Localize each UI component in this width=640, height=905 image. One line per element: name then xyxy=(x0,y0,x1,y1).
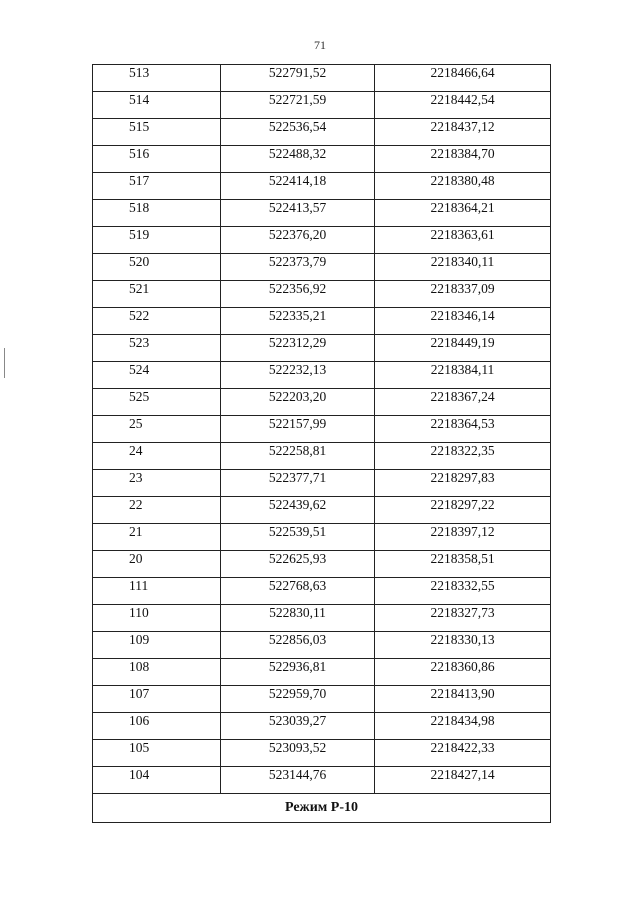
point-number-cell: 513 xyxy=(93,65,221,92)
x-coordinate-cell: 522791,52 xyxy=(221,65,375,92)
table-row xyxy=(93,362,551,389)
y-coordinate-cell: 2218360,86 xyxy=(375,659,551,686)
x-coordinate-cell: 522203,20 xyxy=(221,389,375,416)
table-row xyxy=(93,470,551,497)
y-coordinate-cell: 2218413,90 xyxy=(375,686,551,713)
y-coordinate-cell: 2218337,09 xyxy=(375,281,551,308)
point-number-cell: 108 xyxy=(93,659,221,686)
table-row xyxy=(93,92,551,119)
y-coordinate-cell: 2218367,24 xyxy=(375,389,551,416)
y-coordinate-cell: 2218442,54 xyxy=(375,92,551,119)
x-coordinate-cell: 522377,71 xyxy=(221,470,375,497)
x-coordinate-cell: 522625,93 xyxy=(221,551,375,578)
x-coordinate-cell: 522856,03 xyxy=(221,632,375,659)
table-row xyxy=(93,254,551,281)
point-number-cell: 525 xyxy=(93,389,221,416)
point-number-cell: 20 xyxy=(93,551,221,578)
table-row xyxy=(93,227,551,254)
y-coordinate-cell: 2218384,11 xyxy=(375,362,551,389)
table-row xyxy=(93,659,551,686)
table-row xyxy=(93,767,551,794)
point-number-cell: 25 xyxy=(93,416,221,443)
table-row xyxy=(93,686,551,713)
x-coordinate-cell: 522439,62 xyxy=(221,497,375,524)
x-coordinate-cell: 522768,63 xyxy=(221,578,375,605)
table-row xyxy=(93,713,551,740)
point-number-cell: 522 xyxy=(93,308,221,335)
regime-label: Режим Р-10 xyxy=(93,794,551,823)
table-row xyxy=(93,578,551,605)
x-coordinate-cell: 522312,29 xyxy=(221,335,375,362)
x-coordinate-cell: 522414,18 xyxy=(221,173,375,200)
y-coordinate-cell: 2218322,35 xyxy=(375,443,551,470)
table-row xyxy=(93,551,551,578)
point-number-cell: 111 xyxy=(93,578,221,605)
table-row xyxy=(93,740,551,767)
y-coordinate-cell: 2218297,22 xyxy=(375,497,551,524)
point-number-cell: 514 xyxy=(93,92,221,119)
point-number-cell: 517 xyxy=(93,173,221,200)
y-coordinate-cell: 2218340,11 xyxy=(375,254,551,281)
y-coordinate-cell: 2218384,70 xyxy=(375,146,551,173)
table-row xyxy=(93,308,551,335)
point-number-cell: 109 xyxy=(93,632,221,659)
y-coordinate-cell: 2218363,61 xyxy=(375,227,551,254)
y-coordinate-cell: 2218364,21 xyxy=(375,200,551,227)
point-number-cell: 23 xyxy=(93,470,221,497)
table-row xyxy=(93,335,551,362)
point-number-cell: 523 xyxy=(93,335,221,362)
x-coordinate-cell: 522488,32 xyxy=(221,146,375,173)
point-number-cell: 516 xyxy=(93,146,221,173)
table-row xyxy=(93,119,551,146)
x-coordinate-cell: 522376,20 xyxy=(221,227,375,254)
table-row xyxy=(93,524,551,551)
y-coordinate-cell: 2218397,12 xyxy=(375,524,551,551)
x-coordinate-cell: 522157,99 xyxy=(221,416,375,443)
y-coordinate-cell: 2218332,55 xyxy=(375,578,551,605)
x-coordinate-cell: 522539,51 xyxy=(221,524,375,551)
x-coordinate-cell: 522413,57 xyxy=(221,200,375,227)
x-coordinate-cell: 522830,11 xyxy=(221,605,375,632)
y-coordinate-cell: 2218330,13 xyxy=(375,632,551,659)
x-coordinate-cell: 522258,81 xyxy=(221,443,375,470)
y-coordinate-cell: 2218364,53 xyxy=(375,416,551,443)
y-coordinate-cell: 2218422,33 xyxy=(375,740,551,767)
point-number-cell: 24 xyxy=(93,443,221,470)
y-coordinate-cell: 2218380,48 xyxy=(375,173,551,200)
point-number-cell: 22 xyxy=(93,497,221,524)
point-number-cell: 524 xyxy=(93,362,221,389)
point-number-cell: 110 xyxy=(93,605,221,632)
y-coordinate-cell: 2218466,64 xyxy=(375,65,551,92)
x-coordinate-cell: 523144,76 xyxy=(221,767,375,794)
y-coordinate-cell: 2218449,19 xyxy=(375,335,551,362)
table-row xyxy=(93,389,551,416)
point-number-cell: 520 xyxy=(93,254,221,281)
y-coordinate-cell: 2218297,83 xyxy=(375,470,551,497)
y-coordinate-cell: 2218434,98 xyxy=(375,713,551,740)
x-coordinate-cell: 522335,21 xyxy=(221,308,375,335)
x-coordinate-cell: 522232,13 xyxy=(221,362,375,389)
x-coordinate-cell: 522959,70 xyxy=(221,686,375,713)
table-row xyxy=(93,416,551,443)
point-number-cell: 518 xyxy=(93,200,221,227)
y-coordinate-cell: 2218437,12 xyxy=(375,119,551,146)
table-footer-row xyxy=(93,794,551,823)
point-number-cell: 521 xyxy=(93,281,221,308)
x-coordinate-cell: 523093,52 xyxy=(221,740,375,767)
y-coordinate-cell: 2218358,51 xyxy=(375,551,551,578)
coordinate-table xyxy=(92,64,551,823)
table-row xyxy=(93,443,551,470)
coordinate-table-body xyxy=(93,65,551,794)
point-number-cell: 104 xyxy=(93,767,221,794)
point-number-cell: 105 xyxy=(93,740,221,767)
table-row xyxy=(93,632,551,659)
point-number-cell: 107 xyxy=(93,686,221,713)
table-row xyxy=(93,65,551,92)
page-number: 71 xyxy=(314,38,326,52)
x-coordinate-cell: 522373,79 xyxy=(221,254,375,281)
x-coordinate-cell: 523039,27 xyxy=(221,713,375,740)
y-coordinate-cell: 2218427,14 xyxy=(375,767,551,794)
table-row xyxy=(93,281,551,308)
table-row xyxy=(93,200,551,227)
table-row xyxy=(93,605,551,632)
table-row xyxy=(93,497,551,524)
table-row xyxy=(93,146,551,173)
y-coordinate-cell: 2218327,73 xyxy=(375,605,551,632)
x-coordinate-cell: 522721,59 xyxy=(221,92,375,119)
scan-margin-mark xyxy=(4,348,5,378)
point-number-cell: 519 xyxy=(93,227,221,254)
x-coordinate-cell: 522356,92 xyxy=(221,281,375,308)
x-coordinate-cell: 522536,54 xyxy=(221,119,375,146)
table-row xyxy=(93,173,551,200)
point-number-cell: 515 xyxy=(93,119,221,146)
point-number-cell: 106 xyxy=(93,713,221,740)
y-coordinate-cell: 2218346,14 xyxy=(375,308,551,335)
point-number-cell: 21 xyxy=(93,524,221,551)
x-coordinate-cell: 522936,81 xyxy=(221,659,375,686)
